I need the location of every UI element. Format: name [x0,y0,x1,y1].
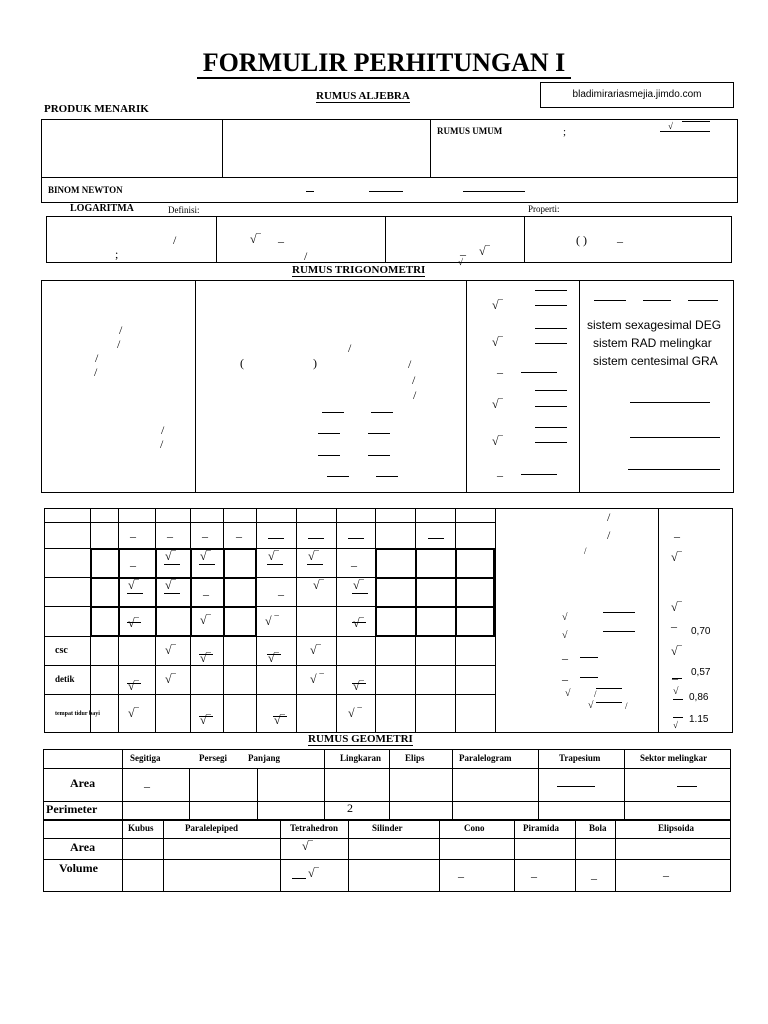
row-volume: Volume [59,861,98,875]
col-paralelogram: Paralelogram [459,753,512,763]
paren: ( ) [576,233,587,247]
paren-right: ) [313,356,317,370]
properti-label: Properti: [528,204,560,214]
value-1-15: 1.15 [689,714,709,725]
trig-section-title: RUMUS TRIGONOMETRI [292,264,426,276]
col-persegi: Persegi [199,753,227,763]
sqrt-symbol: √ [668,121,673,131]
col-piramida: Piramida [523,823,559,833]
row-area: Area [70,776,96,790]
value-0-70: 0,70 [691,626,711,637]
geometry-section-title: RUMUS GEOMETRI [308,733,413,745]
rumus-umum-label: RUMUS UMUM [437,126,503,136]
semicolon: ; [563,126,567,138]
col-cono: Cono [464,823,485,833]
row-label-csc: csc [55,645,68,656]
col-trapesium: Trapesium [559,753,601,763]
col-elipsoida: Elipsoida [658,823,695,833]
semicolon: ; [115,247,119,261]
col-silinder: Silinder [372,823,403,833]
col-tetrahedron: Tetrahedron [290,823,339,833]
logaritma-label: LOGARITMA [70,203,134,214]
col-kubus: Kubus [128,823,154,833]
definisi-label: Definisi: [168,205,200,215]
page-title: FORMULIR PERHITUNGAN I [0,48,768,78]
produk-menarik-label: PRODUK MENARIK [44,103,149,115]
trig-box [41,280,734,493]
binom-newton-label: BINOM NEWTON [48,185,123,195]
paren-left: ( [240,356,244,370]
perimeter-value: 2 [347,801,353,815]
gra-system-label: sistem centesimal GRA [593,354,718,368]
col-bola: Bola [589,823,607,833]
website-url: bladimirariasmejia.jimdo.com [572,89,702,100]
value-0-86: 0,86 [689,692,709,703]
row-label-bayi: tempat tidur bayi [55,711,100,717]
row-label-detik: detik [55,674,75,684]
row-perimeter: Perimeter [46,802,98,816]
website-box [540,82,734,108]
col-segitiga: Segitiga [130,753,161,763]
col-lingkaran: Lingkaran [340,753,382,763]
col-elips: Elips [405,753,425,763]
algebra-section-title: RUMUS ALJEBRA [316,90,410,102]
col-panjang: Panjang [248,753,281,763]
value-0-57: 0,57 [691,667,711,678]
deg-system-label: sistem sexagesimal DEG [587,318,722,332]
row-area-3d: Area [70,840,96,854]
col-paralelepiped: Paralelepiped [185,823,238,833]
rad-system-label: sistem RAD melingkar [593,336,712,350]
col-sektor: Sektor melingkar [640,753,708,763]
logaritma-box [46,216,732,263]
